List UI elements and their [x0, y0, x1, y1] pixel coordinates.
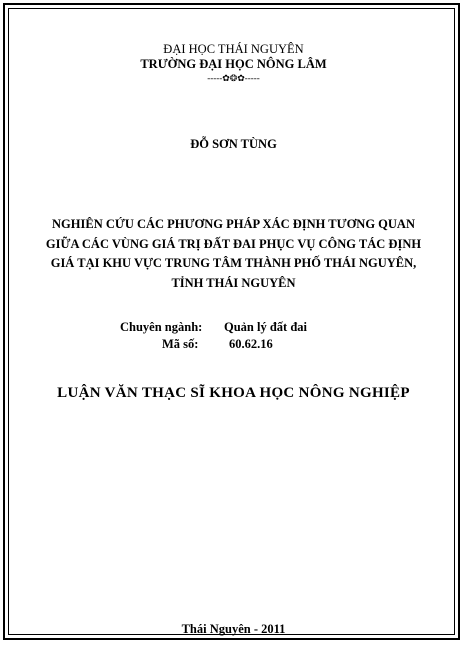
degree-title: LUẬN VĂN THẠC SĨ KHOA HỌC NÔNG NGHIỆP — [57, 385, 410, 401]
school-name: TRƯỜNG ĐẠI HỌC NÔNG LÂM — [140, 57, 327, 71]
ornament-divider: -----✿❂✿----- — [207, 73, 260, 83]
author-name: ĐỖ SƠN TÙNG — [190, 137, 277, 151]
thesis-title — [20, 215, 447, 293]
thesis-title-line: TỈNH THÁI NGUYÊN — [171, 275, 296, 290]
thesis-title-line: GIỮA CÁC VÙNG GIÁ TRỊ ĐẤT ĐAI PHỤC VỤ CÔNG TÁC ĐỊNH — [45, 236, 422, 251]
major-value: Quản lý đất đai — [224, 320, 308, 334]
major-label: Chuyên ngành: — [120, 320, 203, 334]
code-value: 60.62.16 — [229, 337, 273, 351]
thesis-title-line: GIÁ TẠI KHU VỰC TRUNG TÂM THÀNH PHỐ THÁI NGUYÊN, — [50, 256, 417, 270]
thesis-title-line: NGHIÊN CỨU CÁC PHƯƠNG PHÁP XÁC ĐỊNH TƯƠNG QUAN — [52, 217, 415, 231]
place-year: Thái Nguyên - 2011 — [181, 622, 286, 636]
code-label: Mã số: — [162, 337, 199, 351]
university-name: ĐẠI HỌC THÁI NGUYÊN — [163, 42, 304, 56]
